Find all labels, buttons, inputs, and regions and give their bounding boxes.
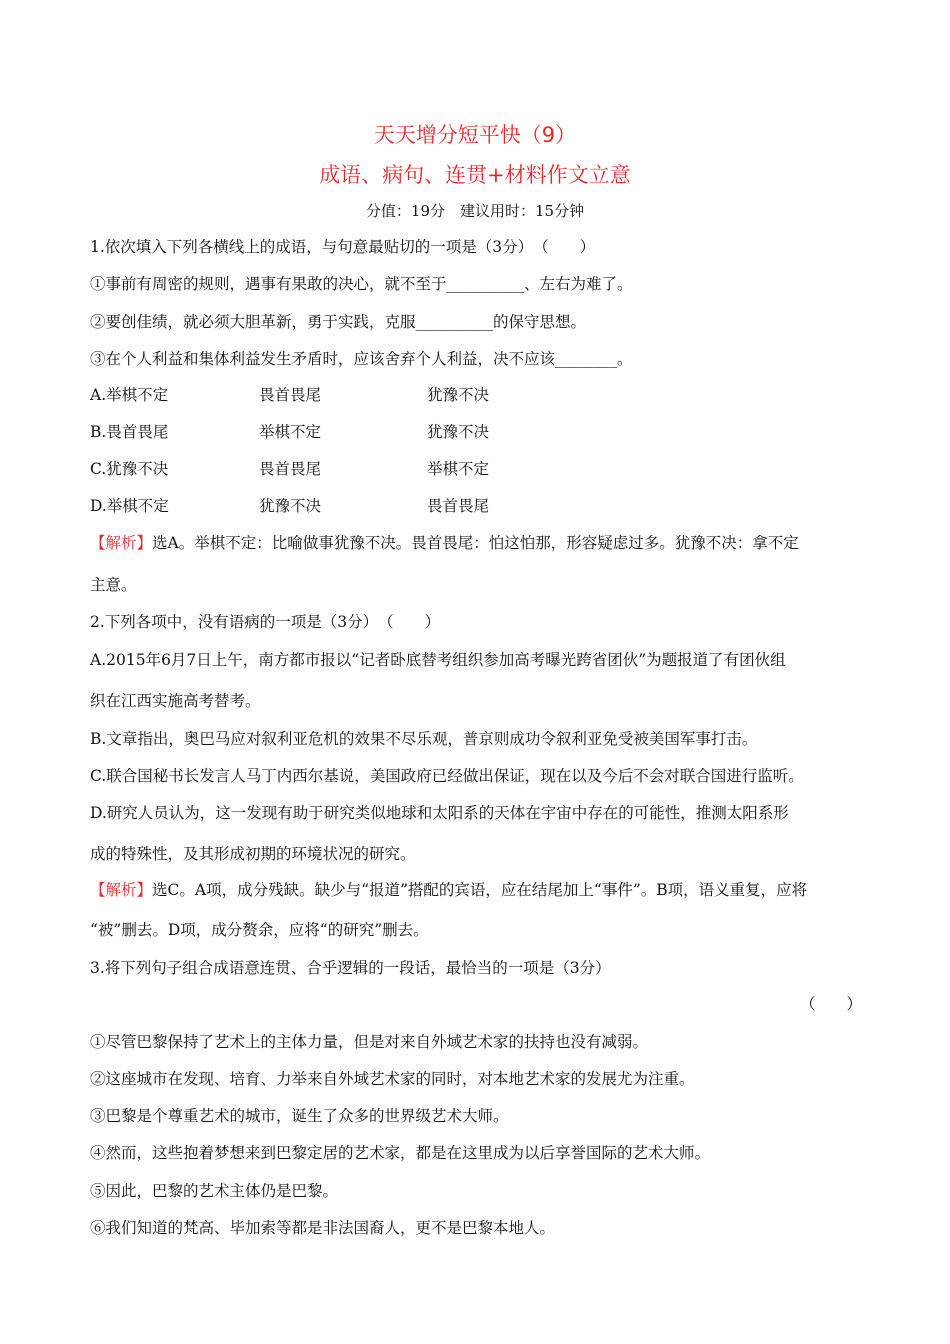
q2-option-c: C.联合国秘书长发言人马丁内西尔基说，美国政府已经做出保证，现在以及今后不会对联合国进行监听。 xyxy=(90,767,804,785)
q1-option-c-2: 畏首畏尾 xyxy=(259,460,322,478)
q3-sentence-4: ④然而，这些抱着梦想来到巴黎定居的艺术家，都是在这里成为以后享誉国际的艺术大师。 xyxy=(90,1144,711,1162)
q1-sentence-3: ③在个人利益和集体利益发生矛盾时，应该舍弃个人利益，决不应该________。 xyxy=(90,350,633,368)
q1-stem: 1.依次填入下列各横线上的成语，与句意最贴切的一项是（3分） （ ） xyxy=(90,238,596,256)
q2-option-b: B.文章指出，奥巴马应对叙利亚危机的效果不尽乐观，普京则成功令叙利亚免受被美国军事打击。 xyxy=(90,730,758,748)
q1-option-c-1: C.犹豫不决 xyxy=(90,460,169,478)
q2-option-a-cont: 织在江西实施高考替考。 xyxy=(90,692,261,710)
q1-analysis-cont: 主意。 xyxy=(90,576,137,594)
q1-option-a-1: A.举棋不定 xyxy=(90,386,169,404)
q2-analysis-text: 选C。A项，成分残缺。缺少与“报道”搭配的宾语，应在结尾加上“事件”。B项，语义重复，应将 xyxy=(152,881,808,899)
analysis-tag: 【解析】 xyxy=(90,534,153,552)
page-title: 天天增分短平快（9） xyxy=(373,123,577,147)
q3-sentence-6: ⑥我们知道的梵高、毕加索等都是非法国裔人，更不是巴黎本地人。 xyxy=(90,1219,556,1237)
q3-answer-paren: （ ） xyxy=(800,995,863,1013)
page-subtitle: 成语、病句、连贯+材料作文立意 xyxy=(319,163,631,187)
q3-sentence-3: ③巴黎是个尊重艺术的城市，诞生了众多的世界级艺术大师。 xyxy=(90,1107,509,1125)
q1-option-b-1: B.畏首畏尾 xyxy=(90,423,169,441)
analysis-tag: 【解析】 xyxy=(90,881,153,899)
q2-stem: 2.下列各项中，没有语病的一项是（3分） （ ） xyxy=(90,613,441,631)
q1-option-d-1: D.举棋不定 xyxy=(90,497,169,515)
score-time-info: 分值：19分 建议用时：15分钟 xyxy=(365,202,585,220)
q2-analysis-cont: “被”删去。D项，成分赘余，应将“的研究”删去。 xyxy=(90,921,429,939)
q3-stem: 3.将下列句子组合成语意连贯、合乎逻辑的一段话，最恰当的一项是（3分） xyxy=(90,959,611,977)
q3-sentence-1: ①尽管巴黎保持了艺术上的主体力量，但是对来自外域艺术家的扶持也没有减弱。 xyxy=(90,1033,649,1051)
q3-sentence-2: ②这座城市在发现、培育、力举来自外域艺术家的同时，对本地艺术家的发展尤为注重。 xyxy=(90,1070,695,1088)
q1-option-c-3: 举棋不定 xyxy=(427,460,490,478)
q1-sentence-1: ①事前有周密的规则，遇事有果敢的决心，就不至于__________、左右为难了。 xyxy=(90,275,633,293)
q1-option-d-3: 畏首畏尾 xyxy=(427,497,490,515)
q1-option-b-2: 举棋不定 xyxy=(259,423,322,441)
q2-option-d-cont: 成的特殊性，及其形成初期的环境状况的研究。 xyxy=(90,845,416,863)
q2-option-d: D.研究人员认为，这一发现有助于研究类似地球和太阳系的天体在宇宙中存在的可能性，推测太阳系形 xyxy=(90,804,789,822)
q1-analysis-text: 选A。举棋不定：比喻做事犹豫不决。畏首畏尾：怕这怕那，形容疑虑过多。犹豫不决：拿不定 xyxy=(152,534,799,552)
q1-option-a-2: 畏首畏尾 xyxy=(259,386,322,404)
q1-option-d-2: 犹豫不决 xyxy=(259,497,322,515)
q2-analysis xyxy=(90,878,807,900)
q2-option-a: A.2015年6月7日上午，南方都市报以“记者卧底替考组织参加高考曝光跨省团伙”为题报道了有团伙组 xyxy=(90,651,786,669)
q1-sentence-2: ②要创佳绩，就必须大胆革新，勇于实践，克服__________的保守思想。 xyxy=(90,313,587,331)
q1-option-b-3: 犹豫不决 xyxy=(427,423,490,441)
q3-sentence-5: ⑤因此，巴黎的艺术主体仍是巴黎。 xyxy=(90,1182,339,1200)
q1-option-a-3: 犹豫不决 xyxy=(427,386,490,404)
q1-analysis xyxy=(90,531,799,553)
